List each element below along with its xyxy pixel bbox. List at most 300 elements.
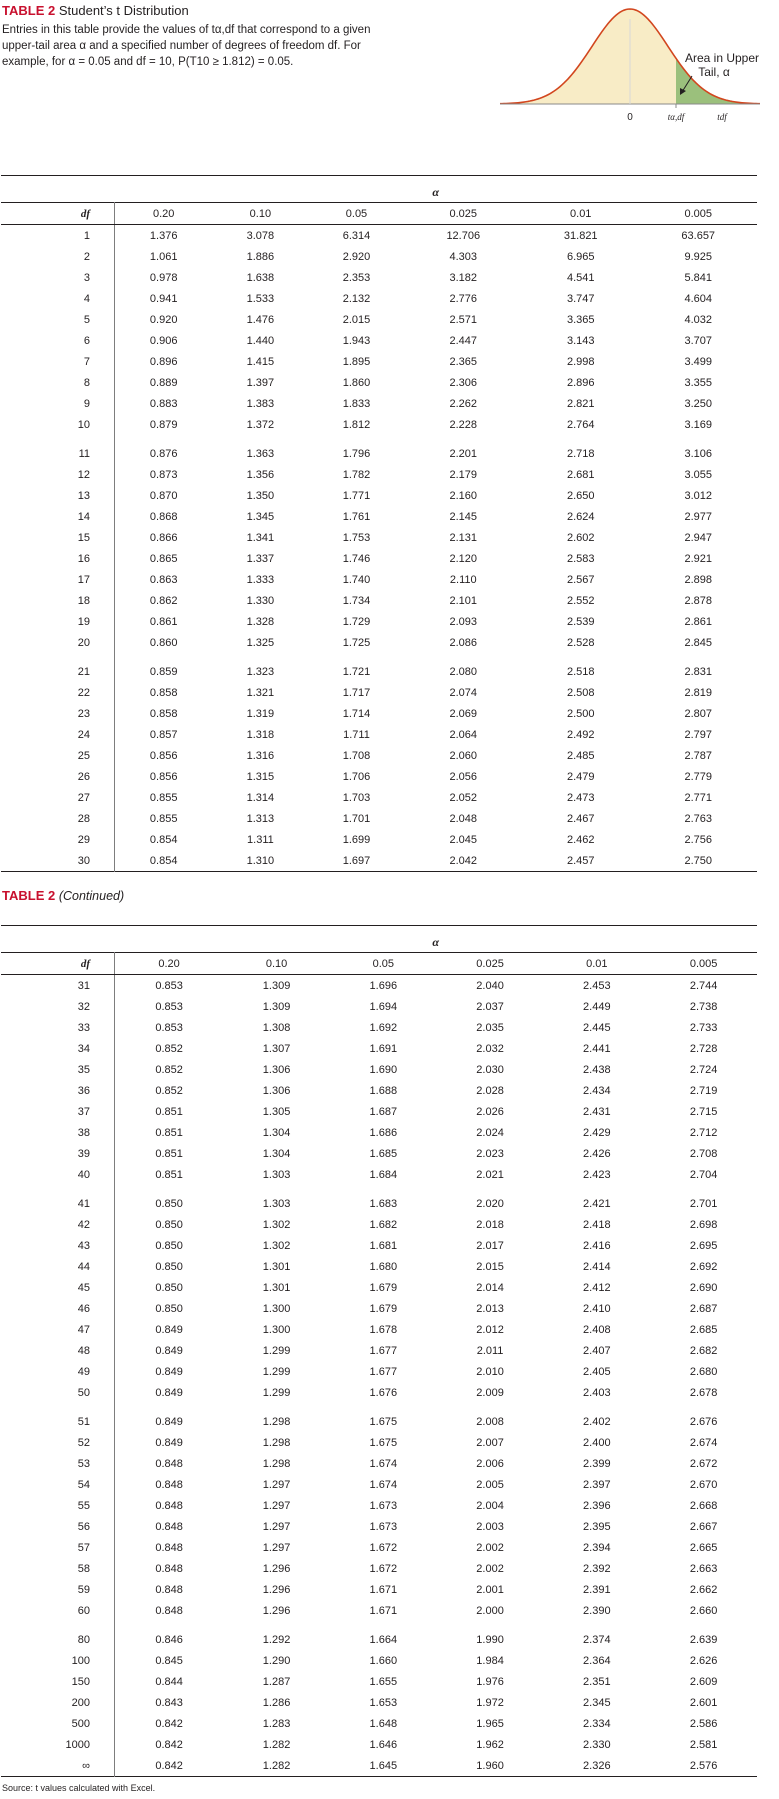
df-cell: 9 bbox=[1, 393, 115, 414]
t-value-cell: 2.467 bbox=[566, 812, 595, 825]
t-value-cell: 1.701 bbox=[342, 812, 371, 825]
table-row bbox=[1, 1755, 757, 1777]
t-value-cell: 2.132 bbox=[342, 292, 371, 305]
t-value-cell: 2.131 bbox=[449, 531, 478, 544]
t-value-cell: 4.032 bbox=[684, 313, 712, 326]
t-value-cell: 2.738 bbox=[689, 1000, 718, 1013]
t-value-cell: 2.921 bbox=[684, 552, 712, 565]
table-row bbox=[1, 548, 757, 569]
t-value-cell: 2.201 bbox=[449, 447, 478, 460]
t-value-cell: 0.842 bbox=[155, 1759, 183, 1772]
t-value-cell: 2.449 bbox=[583, 1000, 611, 1013]
t-value-cell: 3.250 bbox=[684, 397, 712, 410]
t-value-cell: 1.300 bbox=[262, 1323, 291, 1336]
df-cell: 14 bbox=[1, 506, 115, 527]
t-value-cell: 2.018 bbox=[476, 1218, 504, 1231]
t-value-cell: 2.947 bbox=[684, 531, 712, 544]
alpha-col-header: 0.005 bbox=[650, 953, 757, 975]
t-value-cell: 0.860 bbox=[149, 636, 178, 649]
t-value-cell: 2.583 bbox=[566, 552, 595, 565]
annotation-line-1: Area in Upper bbox=[684, 51, 760, 65]
table-caption bbox=[2, 22, 422, 70]
alpha-col-header: 0.20 bbox=[115, 953, 224, 975]
alpha-col-header: 0.025 bbox=[437, 953, 544, 975]
t-value-cell: 0.850 bbox=[155, 1302, 183, 1315]
caption-line-3: example, for α = 0.05 and df = 10, P(T10 ≥ 1.812) = 0.05. bbox=[2, 56, 294, 68]
t-value-cell: 2.670 bbox=[689, 1478, 718, 1491]
t-value-cell: 1.714 bbox=[342, 707, 371, 720]
t-value-cell: 0.848 bbox=[155, 1583, 183, 1596]
t-value-cell: 2.674 bbox=[689, 1436, 718, 1449]
alpha-col-header: 0.01 bbox=[543, 953, 650, 975]
t-value-cell: 2.228 bbox=[449, 418, 478, 431]
t-distribution-figure bbox=[500, 4, 760, 139]
t-value-cell: 2.410 bbox=[583, 1302, 611, 1315]
df-cell: 53 bbox=[1, 1453, 115, 1474]
t-value-cell: 2.412 bbox=[583, 1281, 611, 1294]
t-value-cell: 2.715 bbox=[689, 1105, 718, 1118]
t-value-cell: 1.972 bbox=[476, 1696, 504, 1709]
t-value-cell: 2.396 bbox=[583, 1499, 611, 1512]
t-value-cell: 2.601 bbox=[689, 1696, 718, 1709]
df-cell: 43 bbox=[1, 1235, 115, 1256]
t-value-cell: 2.397 bbox=[583, 1478, 611, 1491]
t-value-cell: 3.499 bbox=[684, 355, 712, 368]
t-value-cell: 0.856 bbox=[149, 749, 178, 762]
t-value-cell: 2.680 bbox=[689, 1365, 718, 1378]
t-value-cell: 1.653 bbox=[369, 1696, 398, 1709]
df-cell: 33 bbox=[1, 1017, 115, 1038]
t-value-cell: 1.298 bbox=[262, 1436, 291, 1449]
t-value-cell: 0.883 bbox=[149, 397, 178, 410]
df-cell: 20 bbox=[1, 632, 115, 653]
t-value-cell: 1.296 bbox=[262, 1562, 291, 1575]
t-value-cell: 0.850 bbox=[155, 1281, 183, 1294]
alpha-col-header: 0.01 bbox=[522, 203, 639, 225]
t-value-cell: 2.145 bbox=[449, 510, 478, 523]
table-row bbox=[1, 393, 757, 414]
t-value-cell: 1.298 bbox=[262, 1415, 291, 1428]
t-value-cell: 2.898 bbox=[684, 573, 712, 586]
t-value-cell: 2.426 bbox=[583, 1147, 611, 1160]
t-value-cell: 1.282 bbox=[262, 1738, 291, 1751]
df-cell: 26 bbox=[1, 766, 115, 787]
t-value-cell: 2.528 bbox=[566, 636, 595, 649]
table-row bbox=[1, 506, 757, 527]
t-value-cell: 1.717 bbox=[342, 686, 371, 699]
t-value-cell: 0.844 bbox=[155, 1675, 183, 1688]
t-value-cell: 1.678 bbox=[369, 1323, 398, 1336]
caption-line-1: Entries in this table provide the values of tα,df that correspond to a given bbox=[2, 24, 371, 36]
t-value-cell: 2.685 bbox=[689, 1323, 718, 1336]
t-value-cell: 1.672 bbox=[369, 1562, 398, 1575]
t-value-cell: 1.753 bbox=[342, 531, 371, 544]
t-value-cell: 2.756 bbox=[684, 833, 712, 846]
t-value-cell: 2.364 bbox=[583, 1654, 611, 1667]
t-value-cell: 2.414 bbox=[583, 1260, 611, 1273]
table-title bbox=[2, 2, 422, 20]
t-value-cell: 1.674 bbox=[369, 1457, 398, 1470]
t-value-cell: 0.850 bbox=[155, 1239, 183, 1252]
t-value-cell: 1.304 bbox=[262, 1147, 291, 1160]
table-row bbox=[1, 1713, 757, 1734]
t-value-cell: 0.848 bbox=[155, 1520, 183, 1533]
t-value-cell: 1.301 bbox=[262, 1260, 291, 1273]
t-value-cell: 2.676 bbox=[689, 1415, 718, 1428]
t-value-cell: 0.870 bbox=[149, 489, 178, 502]
table-row bbox=[1, 330, 757, 351]
df-cell: 42 bbox=[1, 1214, 115, 1235]
t-value-cell: 0.858 bbox=[149, 707, 178, 720]
t-value-cell: 1.383 bbox=[246, 397, 275, 410]
t-value-cell: 1.691 bbox=[369, 1042, 398, 1055]
t-value-cell: 2.473 bbox=[566, 791, 595, 804]
table-row bbox=[1, 1516, 757, 1537]
t-value-cell: 1.061 bbox=[149, 250, 178, 263]
t-value-cell: 1.746 bbox=[342, 552, 371, 565]
t-value-cell: 2.013 bbox=[476, 1302, 504, 1315]
t-value-cell: 2.728 bbox=[689, 1042, 718, 1055]
t-value-cell: 1.333 bbox=[246, 573, 275, 586]
t-value-cell: 2.920 bbox=[342, 250, 371, 263]
t-value-cell: 2.008 bbox=[476, 1415, 504, 1428]
t-value-cell: 1.302 bbox=[262, 1218, 291, 1231]
t-value-cell: 2.048 bbox=[449, 812, 478, 825]
table-row bbox=[1, 464, 757, 485]
t-value-cell: 2.457 bbox=[566, 854, 595, 867]
t-value-cell: 0.849 bbox=[155, 1365, 183, 1378]
df-cell: 59 bbox=[1, 1579, 115, 1600]
t-value-cell: 1.976 bbox=[476, 1675, 504, 1688]
t-value-cell: 1.645 bbox=[369, 1759, 398, 1772]
t-value-cell: 1.300 bbox=[262, 1302, 291, 1315]
df-cell: 56 bbox=[1, 1516, 115, 1537]
table-row bbox=[1, 1600, 757, 1621]
t-value-cell: 2.045 bbox=[449, 833, 478, 846]
table-row bbox=[1, 1537, 757, 1558]
t-value-cell: 2.000 bbox=[476, 1604, 504, 1617]
t-value-cell: 2.015 bbox=[342, 313, 371, 326]
t-value-cell: 3.707 bbox=[684, 334, 712, 347]
df-cell: 50 bbox=[1, 1382, 115, 1403]
t-value-cell: 1.296 bbox=[262, 1583, 291, 1596]
table-row bbox=[1, 246, 757, 267]
t-value-cell: 1.711 bbox=[343, 728, 370, 741]
t-value-cell: 1.440 bbox=[246, 334, 275, 347]
df-cell: 44 bbox=[1, 1256, 115, 1277]
t-value-cell: 1.638 bbox=[246, 271, 275, 284]
df-cell: 1 bbox=[1, 225, 115, 247]
t-value-cell: 2.609 bbox=[689, 1675, 718, 1688]
df-cell: 25 bbox=[1, 745, 115, 766]
t-value-cell: 2.744 bbox=[689, 979, 718, 992]
t-value-cell: 2.351 bbox=[583, 1675, 611, 1688]
t-value-cell: 1.965 bbox=[476, 1717, 504, 1730]
df-cell: 31 bbox=[1, 975, 115, 997]
table-row bbox=[1, 724, 757, 745]
t-value-cell: 1.833 bbox=[342, 397, 371, 410]
df-cell: 60 bbox=[1, 1600, 115, 1621]
t-value-cell: 3.182 bbox=[449, 271, 478, 284]
t-value-cell: 0.859 bbox=[149, 665, 178, 678]
t-value-cell: 2.479 bbox=[566, 770, 595, 783]
df-cell: 15 bbox=[1, 527, 115, 548]
df-cell: 51 bbox=[1, 1403, 115, 1432]
t-value-cell: 1.734 bbox=[342, 594, 371, 607]
t-value-cell: 1.313 bbox=[246, 812, 275, 825]
t-value-cell: 0.863 bbox=[149, 573, 178, 586]
t-value-cell: 2.014 bbox=[476, 1281, 504, 1294]
t-value-cell: 2.345 bbox=[583, 1696, 611, 1709]
t-value-cell: 1.860 bbox=[342, 376, 371, 389]
table-row bbox=[1, 1474, 757, 1495]
t-value-cell: 2.998 bbox=[566, 355, 595, 368]
table-row bbox=[1, 1164, 757, 1185]
t-value-cell: 2.445 bbox=[583, 1021, 611, 1034]
t-value-cell: 2.660 bbox=[689, 1604, 718, 1617]
t-value-cell: 0.849 bbox=[155, 1436, 183, 1449]
t-value-cell: 1.304 bbox=[262, 1126, 291, 1139]
t-value-cell: 2.391 bbox=[583, 1583, 611, 1596]
t-value-cell: 2.845 bbox=[684, 636, 712, 649]
t-value-cell: 1.533 bbox=[246, 292, 275, 305]
t-value-cell: 1.292 bbox=[262, 1633, 291, 1646]
t-value-cell: 1.309 bbox=[262, 1000, 291, 1013]
t-value-cell: 2.262 bbox=[449, 397, 478, 410]
df-cell: 3 bbox=[1, 267, 115, 288]
t-value-cell: 2.665 bbox=[689, 1541, 718, 1554]
df-cell: 34 bbox=[1, 1038, 115, 1059]
table-row bbox=[1, 1340, 757, 1361]
t-value-cell: 2.002 bbox=[476, 1562, 504, 1575]
table-row bbox=[1, 590, 757, 611]
t-value-cell: 1.721 bbox=[342, 665, 371, 678]
df-cell: 16 bbox=[1, 548, 115, 569]
alpha-header: α bbox=[432, 935, 440, 949]
t-value-cell: 1.341 bbox=[246, 531, 275, 544]
t-value-cell: 2.861 bbox=[684, 615, 712, 628]
df-cell: 38 bbox=[1, 1122, 115, 1143]
t-value-cell: 2.074 bbox=[449, 686, 478, 699]
t-value-cell: 1.687 bbox=[369, 1105, 398, 1118]
t-value-cell: 1.283 bbox=[262, 1717, 291, 1730]
table-row bbox=[1, 1080, 757, 1101]
t-value-cell: 0.851 bbox=[155, 1105, 183, 1118]
t-value-cell: 1.664 bbox=[369, 1633, 398, 1646]
t-value-cell: 0.852 bbox=[155, 1042, 183, 1055]
df-cell: 36 bbox=[1, 1080, 115, 1101]
df-cell: 21 bbox=[1, 653, 115, 682]
t-value-cell: 1.319 bbox=[246, 707, 275, 720]
t-value-cell: 0.846 bbox=[155, 1633, 183, 1646]
t-value-cell: 1.415 bbox=[246, 355, 275, 368]
df-cell: 12 bbox=[1, 464, 115, 485]
t-value-cell: 0.851 bbox=[155, 1147, 183, 1160]
t-value-cell: 2.056 bbox=[449, 770, 478, 783]
table-row bbox=[1, 632, 757, 653]
t-value-cell: 0.857 bbox=[149, 728, 178, 741]
t-value-cell: 4.604 bbox=[684, 292, 712, 305]
t-value-cell: 2.552 bbox=[566, 594, 595, 607]
t-value-cell: 2.662 bbox=[689, 1583, 718, 1596]
t-value-cell: 1.674 bbox=[369, 1478, 398, 1491]
t-value-cell: 2.020 bbox=[476, 1197, 504, 1210]
df-cell: 27 bbox=[1, 787, 115, 808]
t-value-cell: 1.671 bbox=[369, 1604, 398, 1617]
df-cell: 17 bbox=[1, 569, 115, 590]
table-row bbox=[1, 766, 757, 787]
df-cell: 6 bbox=[1, 330, 115, 351]
df-cell: 39 bbox=[1, 1143, 115, 1164]
t-value-cell: 1.679 bbox=[369, 1302, 398, 1315]
df-cell: 41 bbox=[1, 1185, 115, 1214]
t-value-cell: 0.842 bbox=[155, 1738, 183, 1751]
t-value-cell: 1.306 bbox=[262, 1084, 291, 1097]
t-value-cell: 2.626 bbox=[689, 1654, 718, 1667]
t-value-cell: 2.023 bbox=[476, 1147, 504, 1160]
caption-line-2: upper-tail area α and a specified number of degrees of freedom df. For bbox=[2, 40, 361, 52]
t-value-cell: 2.492 bbox=[566, 728, 595, 741]
t-value-cell: 0.848 bbox=[155, 1457, 183, 1470]
t-value-cell: 1.655 bbox=[369, 1675, 398, 1688]
t-value-cell: 2.797 bbox=[684, 728, 712, 741]
t-value-cell: 0.896 bbox=[149, 355, 178, 368]
t-value-cell: 1.303 bbox=[262, 1168, 291, 1181]
t-value-cell: 0.855 bbox=[149, 791, 178, 804]
t-value-cell: 2.028 bbox=[476, 1084, 504, 1097]
df-cell: 22 bbox=[1, 682, 115, 703]
t-value-cell: 2.326 bbox=[583, 1759, 611, 1772]
df-cell: 40 bbox=[1, 1164, 115, 1185]
axis-label-zero: 0 bbox=[627, 112, 633, 123]
t-value-cell: 2.672 bbox=[689, 1457, 718, 1470]
df-cell: 7 bbox=[1, 351, 115, 372]
t-value-cell: 2.571 bbox=[449, 313, 478, 326]
t-value-cell: 1.310 bbox=[246, 854, 275, 867]
t-value-cell: 2.776 bbox=[449, 292, 478, 305]
t-value-cell: 1.683 bbox=[369, 1197, 398, 1210]
t-value-cell: 2.064 bbox=[449, 728, 478, 741]
t-value-cell: 2.712 bbox=[689, 1126, 718, 1139]
t-value-cell: 1.282 bbox=[262, 1759, 291, 1772]
annotation-line-2: Tail, α bbox=[698, 65, 730, 79]
t-value-cell: 2.003 bbox=[476, 1520, 504, 1533]
t-value-cell: 0.842 bbox=[155, 1717, 183, 1730]
t-value-cell: 2.421 bbox=[583, 1197, 611, 1210]
t-value-cell: 1.328 bbox=[246, 615, 275, 628]
t-value-cell: 0.856 bbox=[149, 770, 178, 783]
table-row bbox=[1, 703, 757, 724]
t-value-cell: 2.977 bbox=[684, 510, 712, 523]
t-value-cell: 2.120 bbox=[449, 552, 478, 565]
t-value-cell: 1.301 bbox=[262, 1281, 291, 1294]
t-value-cell: 2.821 bbox=[566, 397, 595, 410]
alpha-col-header: 0.05 bbox=[308, 203, 404, 225]
alpha-col-header: 0.025 bbox=[405, 203, 522, 225]
t-value-cell: 1.990 bbox=[476, 1633, 504, 1646]
t-value-cell: 1.309 bbox=[262, 979, 291, 992]
table-row bbox=[1, 745, 757, 766]
t-value-cell: 1.297 bbox=[262, 1541, 291, 1554]
t-value-cell: 0.906 bbox=[149, 334, 178, 347]
table-row bbox=[1, 808, 757, 829]
df-cell: 45 bbox=[1, 1277, 115, 1298]
table-row bbox=[1, 1403, 757, 1432]
df-cell: 24 bbox=[1, 724, 115, 745]
t-value-cell: 0.845 bbox=[155, 1654, 183, 1667]
t-value-cell: 0.848 bbox=[155, 1499, 183, 1512]
table-row bbox=[1, 1432, 757, 1453]
t-value-cell: 2.508 bbox=[566, 686, 595, 699]
df-cell: 29 bbox=[1, 829, 115, 850]
t-value-cell: 1.782 bbox=[342, 468, 371, 481]
t-value-cell: 1.660 bbox=[369, 1654, 398, 1667]
t-value-cell: 2.408 bbox=[583, 1323, 611, 1336]
t-value-cell: 2.692 bbox=[689, 1260, 718, 1273]
table-row bbox=[1, 267, 757, 288]
t-value-cell: 1.796 bbox=[342, 447, 371, 460]
t-value-cell: 1.325 bbox=[246, 636, 275, 649]
t-value-cell: 0.852 bbox=[155, 1084, 183, 1097]
t-value-cell: 1.671 bbox=[369, 1583, 398, 1596]
t-value-cell: 3.055 bbox=[684, 468, 712, 481]
df-cell: 58 bbox=[1, 1558, 115, 1579]
t-value-cell: 2.896 bbox=[566, 376, 595, 389]
t-value-cell: 1.296 bbox=[262, 1604, 291, 1617]
t-value-cell: 1.697 bbox=[342, 854, 371, 867]
t-value-cell: 2.650 bbox=[566, 489, 595, 502]
t-value-cell: 1.943 bbox=[342, 334, 371, 347]
df-cell: 35 bbox=[1, 1059, 115, 1080]
t-value-cell: 1.677 bbox=[369, 1344, 398, 1357]
t-value-cell: 0.873 bbox=[149, 468, 178, 481]
t-value-cell: 2.779 bbox=[684, 770, 712, 783]
t-value-cell: 0.852 bbox=[155, 1063, 183, 1076]
t-value-cell: 2.365 bbox=[449, 355, 478, 368]
table-row bbox=[1, 569, 757, 590]
t-value-cell: 2.030 bbox=[476, 1063, 504, 1076]
t-value-cell: 2.695 bbox=[689, 1239, 718, 1252]
t-value-cell: 1.696 bbox=[369, 979, 398, 992]
t-value-cell: 0.848 bbox=[155, 1562, 183, 1575]
t-value-cell: 1.708 bbox=[342, 749, 371, 762]
t-value-cell: 2.395 bbox=[583, 1520, 611, 1533]
t-value-cell: 0.848 bbox=[155, 1604, 183, 1617]
table-row bbox=[1, 1101, 757, 1122]
t-value-cell: 1.372 bbox=[246, 418, 275, 431]
t-value-cell: 2.026 bbox=[476, 1105, 504, 1118]
t-value-cell: 1.648 bbox=[369, 1717, 398, 1730]
df-cell: 10 bbox=[1, 414, 115, 435]
t-value-cell: 2.690 bbox=[689, 1281, 718, 1294]
t-value-cell: 0.853 bbox=[155, 1000, 183, 1013]
t-value-cell: 0.941 bbox=[149, 292, 178, 305]
t-value-cell: 1.679 bbox=[369, 1281, 398, 1294]
t-value-cell: 2.438 bbox=[583, 1063, 611, 1076]
t-value-cell: 2.060 bbox=[449, 749, 478, 762]
t-value-cell: 1.306 bbox=[262, 1063, 291, 1076]
t-value-cell: 2.719 bbox=[689, 1084, 718, 1097]
table-row bbox=[1, 787, 757, 808]
t-value-cell: 2.763 bbox=[684, 812, 712, 825]
t-value-cell: 2.004 bbox=[476, 1499, 504, 1512]
df-cell: 200 bbox=[1, 1692, 115, 1713]
df-cell: 47 bbox=[1, 1319, 115, 1340]
table-row bbox=[1, 1143, 757, 1164]
t-value-cell: 2.718 bbox=[566, 447, 595, 460]
df-header: df bbox=[1, 953, 115, 975]
t-value-cell: 2.678 bbox=[689, 1386, 718, 1399]
